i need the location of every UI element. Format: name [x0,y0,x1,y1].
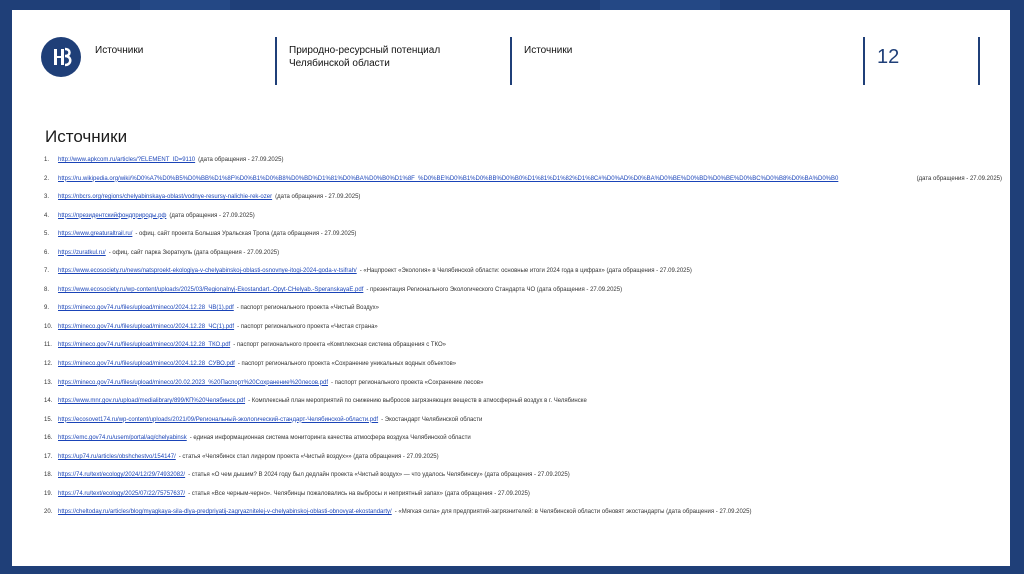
reference-link[interactable]: https://mineco.gov74.ru/files/upload/mineco/2024.12.28_ЧС(1).pdf [58,323,235,330]
reference-description: (дата обращения - 27.09.2025) [916,175,1002,182]
section-title: Источники [45,127,128,146]
reference-link-group [44,175,838,183]
reference-item [44,175,1002,194]
background-tile [880,566,980,574]
reference-description: - «Нацпроект «Экология» в Челябинской области: основные итоги 2024 года в цифрах» (дата обращения - 27.09.2025) [359,268,692,275]
reference-description: - паспорт регионального проекта «Чистая страна» [237,323,378,330]
reference-item [44,267,1002,286]
reference-description: - паспорт регионального проекта «Комплексная система обращения с ТКО» [233,342,446,349]
reference-number: 6. [44,249,50,256]
reference-number: 1. [44,157,50,163]
reference-item [44,323,1002,342]
reference-item [44,212,1002,231]
reference-number: 16. [44,435,53,442]
hse-emblem-icon [41,37,81,77]
reference-number: 4. [44,212,50,219]
reference-description: - статья «Все черным-черно». Челябинцы пожаловались на выбросы и неприятный запах» (дата обращения - 27.09.2025) [188,490,530,497]
reference-number: 17. [44,453,53,460]
reference-number: 7. [44,268,50,275]
reference-number: 13. [44,379,53,386]
reference-link[interactable]: https://zuratkul.ru/ [58,249,106,256]
reference-link[interactable]: https://ru.wikipedia.org/wiki/%D0%A7%D0%B5%D0%BB%D1%8F%D0%B1%D0%B8%D0%BD%D1%81%D0%BA%D0%B0%D1%8F_%D0%BE%D0%B1%D0%BB%D0%B0%D1%81%D1%82%D1%8C#%D0%AD%D0%BA%D0%BE%D0%BD%D0%BE%D0%BC%D0%B8%D0%BA%D0%B0 [58,175,839,182]
reference-description: - «Мягкая сила» для предприятий-загрязнителей: в Челябинской области обновят экостандарты (дата обращения - 27.09.2025) [394,509,752,516]
reference-description: (дата обращения - 27.09.2025) [198,157,284,163]
reference-item [44,397,1002,416]
reference-link[interactable]: https://cheltoday.ru/articles/blog/myagkaya-sila-dlya-predpriyatij-zagryaznitelej-v-chelyabinskoj-oblasti-obnovyat-ekostandarty/ [58,509,392,516]
reference-number: 18. [44,472,53,479]
reference-description: - статья «О чем дышим? В 2024 году был дедлайн проекта «Чистый воздух» — что удалось Челябинску» (дата обращения - 27.09.2025) [188,472,570,479]
reference-link[interactable]: https://mineco.gov74.ru/files/upload/mineco/2024.12.28_ТКО.pdf [58,342,231,349]
reference-item [44,249,1002,268]
background-tile [140,0,230,10]
header-topic-line2: Челябинской области [289,58,390,69]
reference-link[interactable]: https://up74.ru/articles/obshchestvo/154147/ [58,453,176,460]
reference-number: 9. [44,305,50,312]
reference-link[interactable]: https://ecosovet174.ru/wp-content/uploads/2021/09/Региональный-экологический-стандарт-Челябинской-области.pdf [58,416,379,423]
reference-link[interactable]: https://mineco.gov74.ru/files/upload/mineco/2024.12.28_СУВО.pdf [58,361,235,368]
reference-item [44,156,1002,175]
reference-item [44,416,1002,435]
reference-item [44,379,1002,398]
university-logo [41,37,81,77]
reference-number: 8. [44,286,50,293]
reference-number: 20. [44,509,53,516]
reference-number: 10. [44,323,53,330]
reference-link[interactable]: https://74.ru/text/ecology/2025/07/22/75757637/ [58,490,186,497]
reference-description: - презентация Регионального Экологического Стандарта ЧО (дата обращения - 27.09.2025) [366,286,623,293]
reference-description: - статья «Челябинск стал лидером проекта «Чистый воздух»» (дата обращения - 27.09.2025) [178,453,439,460]
reference-number: 2. [44,175,50,182]
header-divider [978,37,980,85]
reference-item [44,341,1002,360]
reference-number: 19. [44,490,53,497]
reference-link[interactable]: https://www.mnr.gov.ru/upload/medialibrary/899/КП%20Челябинск.pdf [58,398,246,405]
reference-link[interactable]: https://www.ecosociety.ru/news/natsproekt-ekologiya-v-chelyabinskoj-oblasti-osnovnye-itogi-2024-goda-v-tsifrah/ [58,268,357,275]
slide [12,10,1010,566]
references-list [44,156,1002,527]
reference-description: - единая информационная система мониторинга качества атмосфера воздуха Челябинской области [189,435,471,442]
reference-number: 11. [44,342,52,349]
reference-description: - Экостандарт Челябинской области [381,416,483,423]
header-divider [510,37,512,85]
reference-item [44,360,1002,379]
reference-item [44,508,1002,527]
header-divider [863,37,865,85]
reference-description: - Комплексный план мероприятий по снижению выбросов загрязняющих веществ в атмосферный воздух в г. Челябинске [248,398,587,405]
reference-item [44,434,1002,453]
reference-description: - паспорт регионального проекта «Сохранение лесов» [331,379,484,386]
reference-number: 15. [44,416,53,423]
header-divider [275,37,277,85]
reference-link[interactable]: https://www.greaturaltrail.ru/ [58,231,133,238]
reference-number: 14. [44,398,53,405]
reference-description: - офиц. сайт проекта Большая Уральская Тропа (дата обращения - 27.09.2025) [135,231,357,238]
reference-link[interactable]: https://74.ru/text/ecology/2024/12/29/74932082/ [58,472,186,479]
reference-description: (дата обращения - 27.09.2025) [275,194,361,201]
reference-item [44,286,1002,305]
reference-link[interactable]: https://emc.gov74.ru/usem/portal/aq/chelyabinsk [58,435,187,442]
reference-item [44,453,1002,472]
reference-link[interactable]: https://mineco.gov74.ru/files/upload/mineco/20.02.2023_%20Паспорт%20Сохранение%20лесов.pdf [58,379,329,386]
reference-link[interactable]: https://mineco.gov74.ru/files/upload/mineco/2024.12.28_ЧВ(1).pdf [58,305,234,312]
header-topic [289,44,440,70]
reference-description: - паспорт регионального проекта «Сохранение уникальных водных объектов» [237,361,457,368]
reference-description: (дата обращения - 27.09.2025) [169,212,255,219]
background-tile [600,0,720,10]
header-section-label: Источники [95,45,144,56]
reference-description: - паспорт регионального проекта «Чистый Воздух» [236,305,379,312]
reference-number: 3. [44,194,50,201]
reference-item [44,230,1002,249]
reference-number: 5. [44,231,50,238]
reference-item [44,193,1002,212]
reference-item [44,304,1002,323]
reference-link[interactable]: https://президентскийфондприроды.рф [58,212,167,219]
reference-item [44,471,1002,490]
reference-link[interactable]: https://nbcrs.org/regions/chelyabinskaya-oblast/vodnye-resursy-nalichie-rek-ozer [58,194,273,201]
reference-item [44,490,1002,509]
reference-description: - офиц. сайт парка Зюраткуль (дата обращения - 27.09.2025) [108,249,280,256]
header-subsection-label: Источники [524,45,573,56]
header-topic-line1: Природно-ресурсный потенциал [289,45,441,56]
reference-link[interactable]: http://www.apkcom.ru/articles/?ELEMENT_ID=9110 [58,157,196,163]
reference-link[interactable]: https://www.ecosociety.ru/wp-content/uploads/2025/03/Regionalnyj-Ekostandart.-Opyt-CHelyab.-SperanskayaE.pdf [58,286,364,293]
page-number: 12 [877,46,900,68]
reference-number: 12. [44,361,53,368]
